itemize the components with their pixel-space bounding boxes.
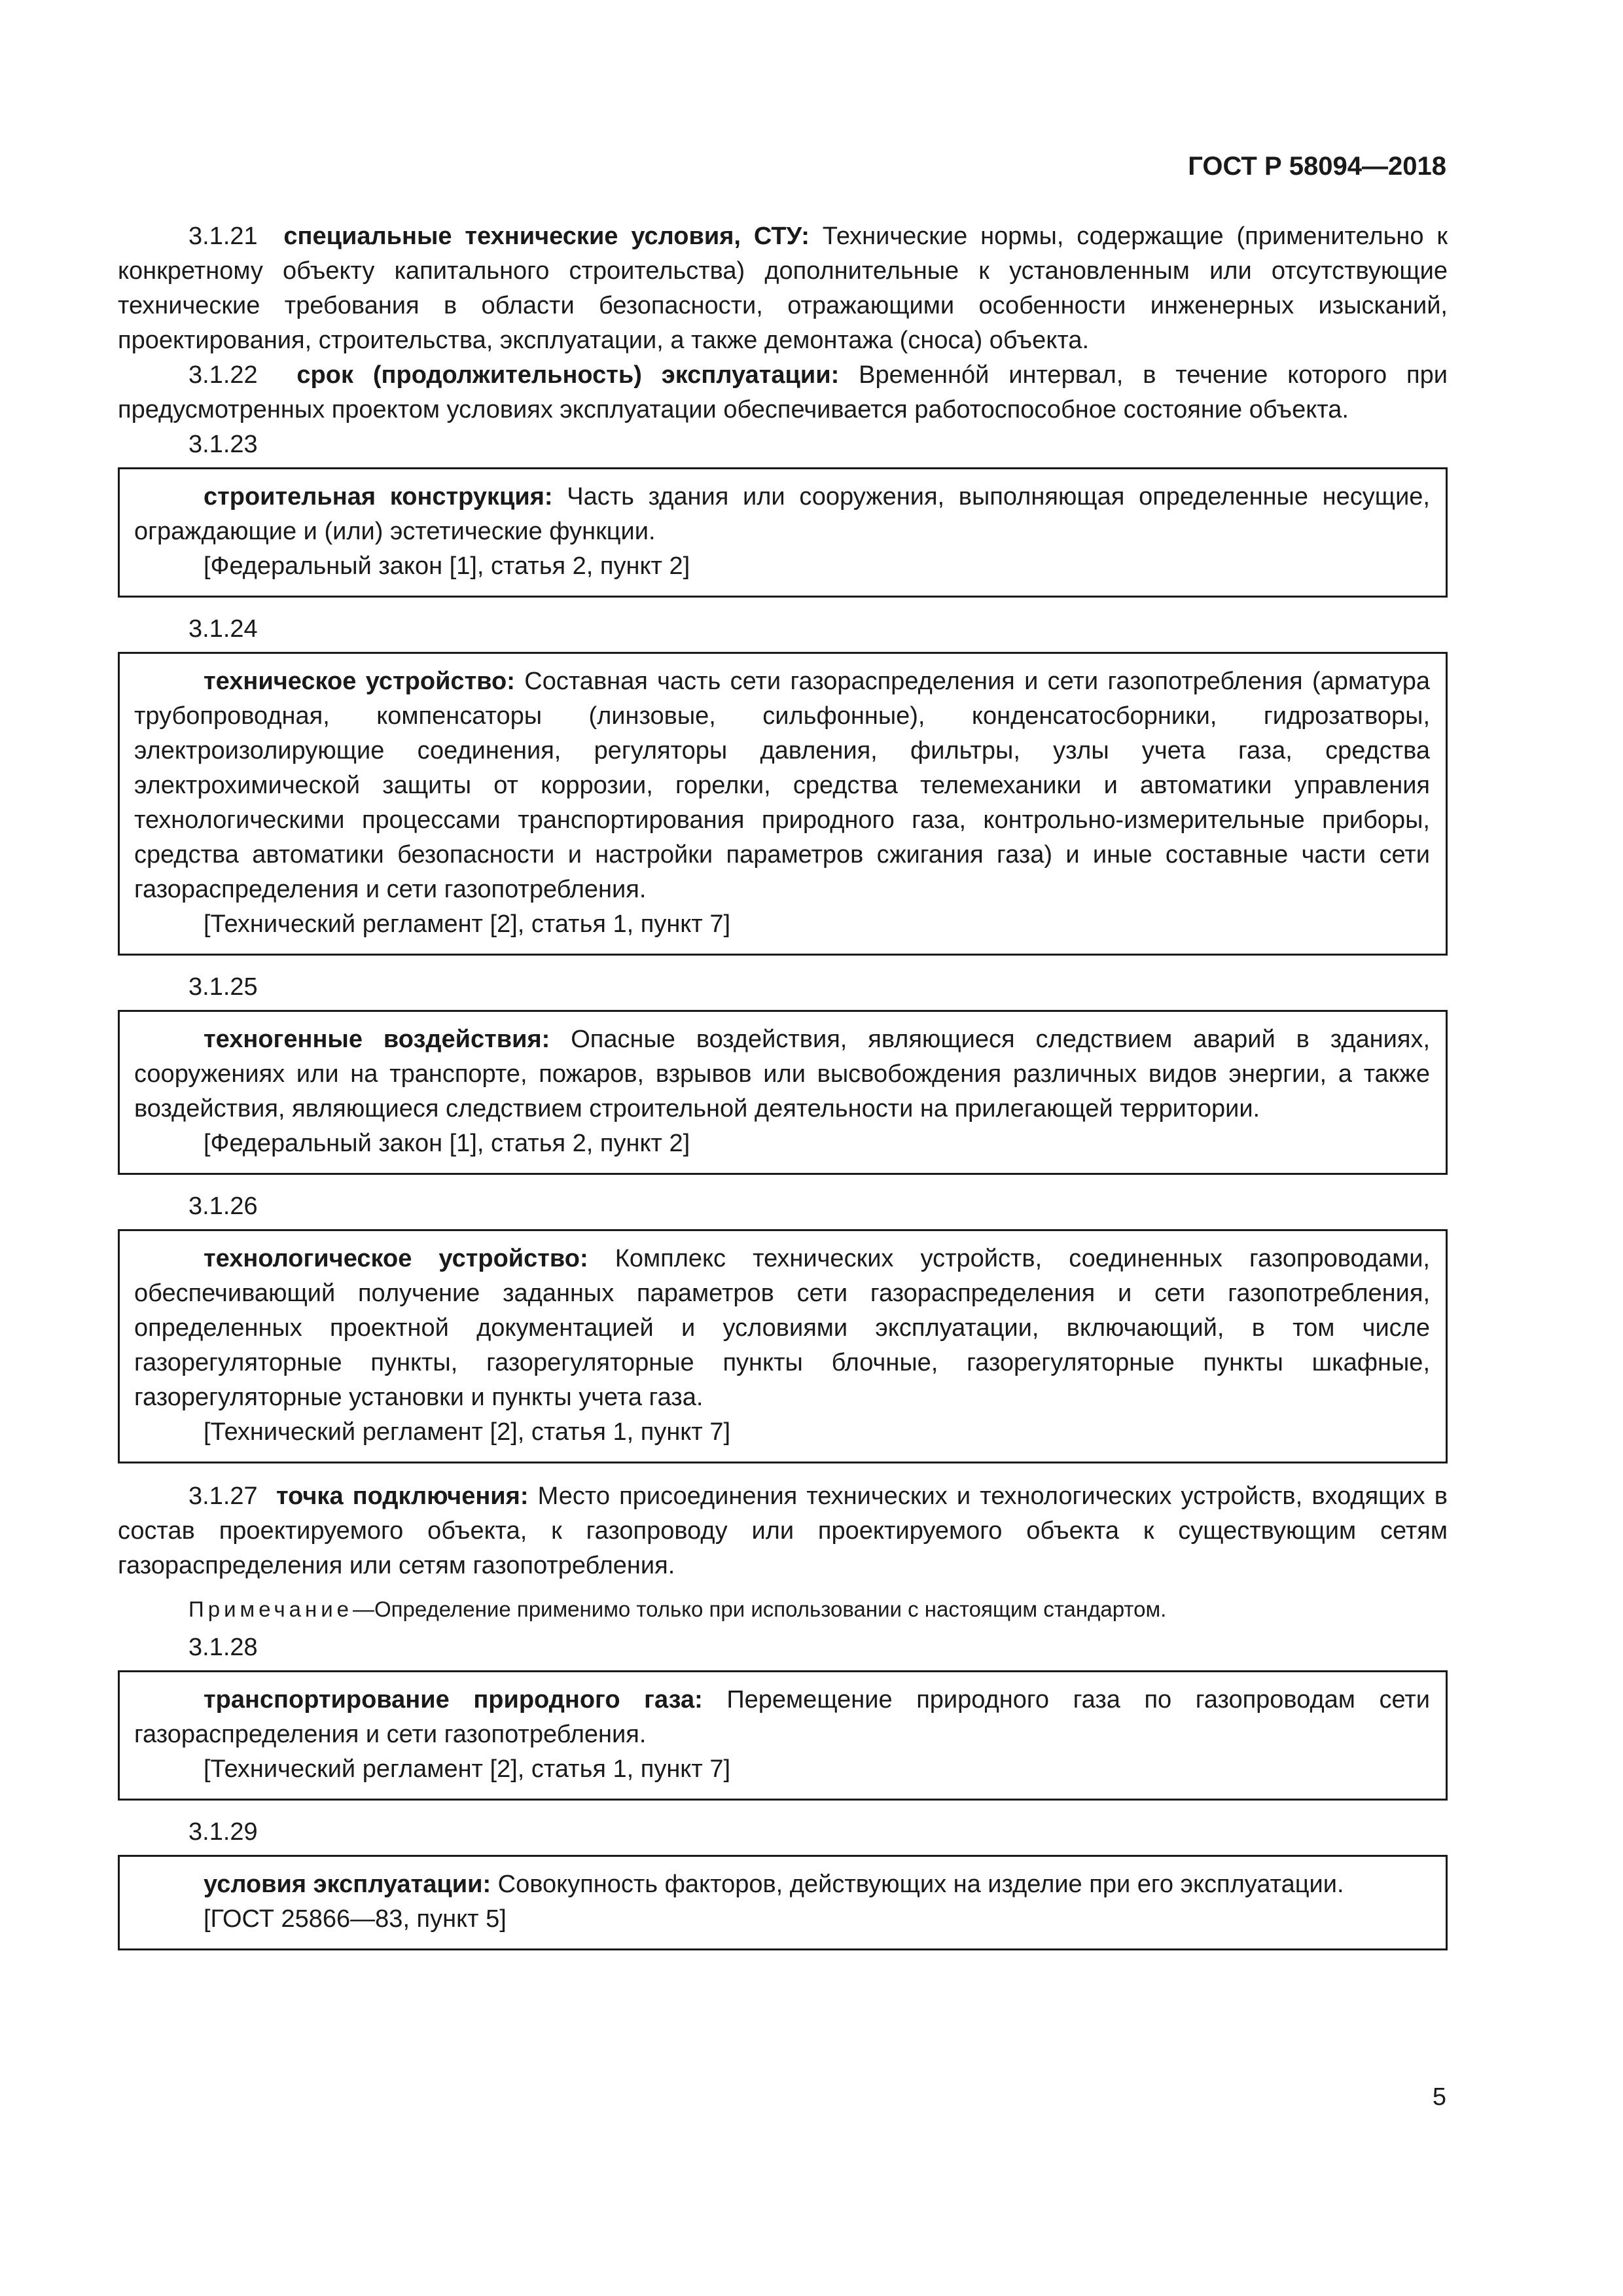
term-entry <box>134 1022 1430 1126</box>
entry-number-3-1-25: 3.1.25 <box>188 973 258 1001</box>
term-box-3-1-26 <box>118 1229 1448 1463</box>
document-id-header: ГОСТ Р 58094—2018 <box>1188 152 1446 181</box>
term-box-3-1-28 <box>118 1670 1448 1801</box>
term-name: условия эксплуатации: <box>204 1871 491 1898</box>
term-source: [Технический регламент [2], статья 1, пункт 7] <box>204 910 731 938</box>
term-definition: Технические нормы, содержащие (применительно к конкретному объекту капитального строительства) дополнительные к установленным или отсутствующие технические требования в области безопасности, отражающими особенности инженерных изысканий, проектирования, строительства, эксплуатации, а также демонтажа (сноса) объекта. <box>118 223 1448 354</box>
page-number: 5 <box>1432 2083 1446 2111</box>
term-source: [Технический регламент [2], статья 1, пункт 7] <box>204 1418 731 1446</box>
note <box>188 1594 1448 1625</box>
term-source: [Федеральный закон [1], статья 2, пункт 2] <box>204 552 690 580</box>
term-definition: Комплекс технических устройств, соединенных газопроводами, обеспечивающий получение заданных параметров сети газораспределения и сети газопотребления, определенных проектной документацией и условиями эксплуатации, включающий, в том числе газорегуляторные пункты, газорегуляторные пункты блочные, газорегуляторные пункты шкафные, газорегуляторные установки и пункты учета газа. <box>134 1245 1430 1411</box>
term-entry <box>134 664 1430 907</box>
term-entry-3-1-22 <box>118 358 1448 427</box>
term-definition: Составная часть сети газораспределения и сети газопотребления (арматура трубопроводная, компенсаторы (линзовые, сильфонные), конденсатосборники, гидрозатворы, электроизолирующие соединения, регуляторы давления, фильтры, узлы учета газа, средства электрохимической защиты от коррозии, горелки, средства телемеханики и автоматики управления технологическими процессами транспортирования природного газа, контрольно-измерительные приборы, средства автоматики безопасности и настройки параметров сжигания газа) и иные составные части сети газораспределения и сети газопотребления. <box>134 668 1430 903</box>
term-box-3-1-25 <box>118 1010 1448 1175</box>
note-label: Примечание <box>188 1597 353 1621</box>
term-name: срок (продолжительность) эксплуатации: <box>296 361 840 389</box>
entry-number: 3.1.27 <box>188 1482 258 1510</box>
term-name: точка подключения: <box>276 1482 529 1510</box>
term-name: техногенные воздействия: <box>204 1026 550 1053</box>
term-box-3-1-23 <box>118 467 1448 598</box>
entry-number: 3.1.21 <box>188 223 258 250</box>
term-entry <box>134 480 1430 549</box>
term-definition: Совокупность факторов, действующих на изделие при его эксплуатации. <box>497 1871 1344 1898</box>
entry-number: 3.1.22 <box>188 361 258 389</box>
term-entry <box>134 1683 1430 1752</box>
term-name: технологическое устройство: <box>204 1245 588 1272</box>
term-name: техническое устройство: <box>204 668 515 695</box>
entry-number-3-1-24: 3.1.24 <box>188 615 258 643</box>
entry-number-3-1-23: 3.1.23 <box>188 431 258 458</box>
entry-number-3-1-28: 3.1.28 <box>188 1634 258 1661</box>
term-definition: Опасные воздействия, являющиеся следствием аварий в зданиях, сооружениях или на транспорте, пожаров, взрывов или высвобождения различных видов энергии, а также воздействия, являющиеся следствием строительной деятельности на прилегающей территории. <box>134 1026 1431 1122</box>
term-entry-3-1-27 <box>118 1479 1448 1583</box>
entry-number-3-1-29: 3.1.29 <box>188 1818 258 1846</box>
term-box-3-1-29 <box>118 1855 1448 1950</box>
term-source: [ГОСТ 25866—83, пункт 5] <box>204 1905 507 1933</box>
term-entry <box>134 1242 1430 1415</box>
term-name: строительная конструкция: <box>204 483 553 511</box>
term-definition: Перемещение природного газа по газопроводам сети газораспределения и сети газопотребления. <box>134 1686 1430 1748</box>
terms-section <box>118 219 1448 1950</box>
note-text: —Определение применимо только при использовании с настоящим стандартом. <box>353 1597 1167 1621</box>
term-source: [Федеральный закон [1], статья 2, пункт 2] <box>204 1130 690 1157</box>
term-name: транспортирование природного газа: <box>204 1686 703 1713</box>
term-name: специальные технические условия, СТУ: <box>283 223 810 250</box>
entry-number-3-1-26: 3.1.26 <box>188 1193 258 1220</box>
term-source: [Технический регламент [2], статья 1, пункт 7] <box>204 1755 731 1783</box>
term-entry-3-1-21 <box>118 219 1448 358</box>
term-definition: Место присоединения технических и технологических устройств, входящих в состав проектируемого объекта, к газопроводу или проектируемого объекта к существующим сетям газораспределения или сетям газопотребления. <box>118 1482 1448 1579</box>
term-box-3-1-24 <box>118 652 1448 956</box>
term-definition: Временнóй интервал, в течение которого при предусмотренных проектом условиях эксплуатации обеспечивается работоспособное состояние объекта. <box>118 361 1448 423</box>
term-entry <box>134 1867 1430 1902</box>
term-definition: Часть здания или сооружения, выполняющая определенные несущие, ограждающие и (или) эстетические функции. <box>134 483 1430 545</box>
